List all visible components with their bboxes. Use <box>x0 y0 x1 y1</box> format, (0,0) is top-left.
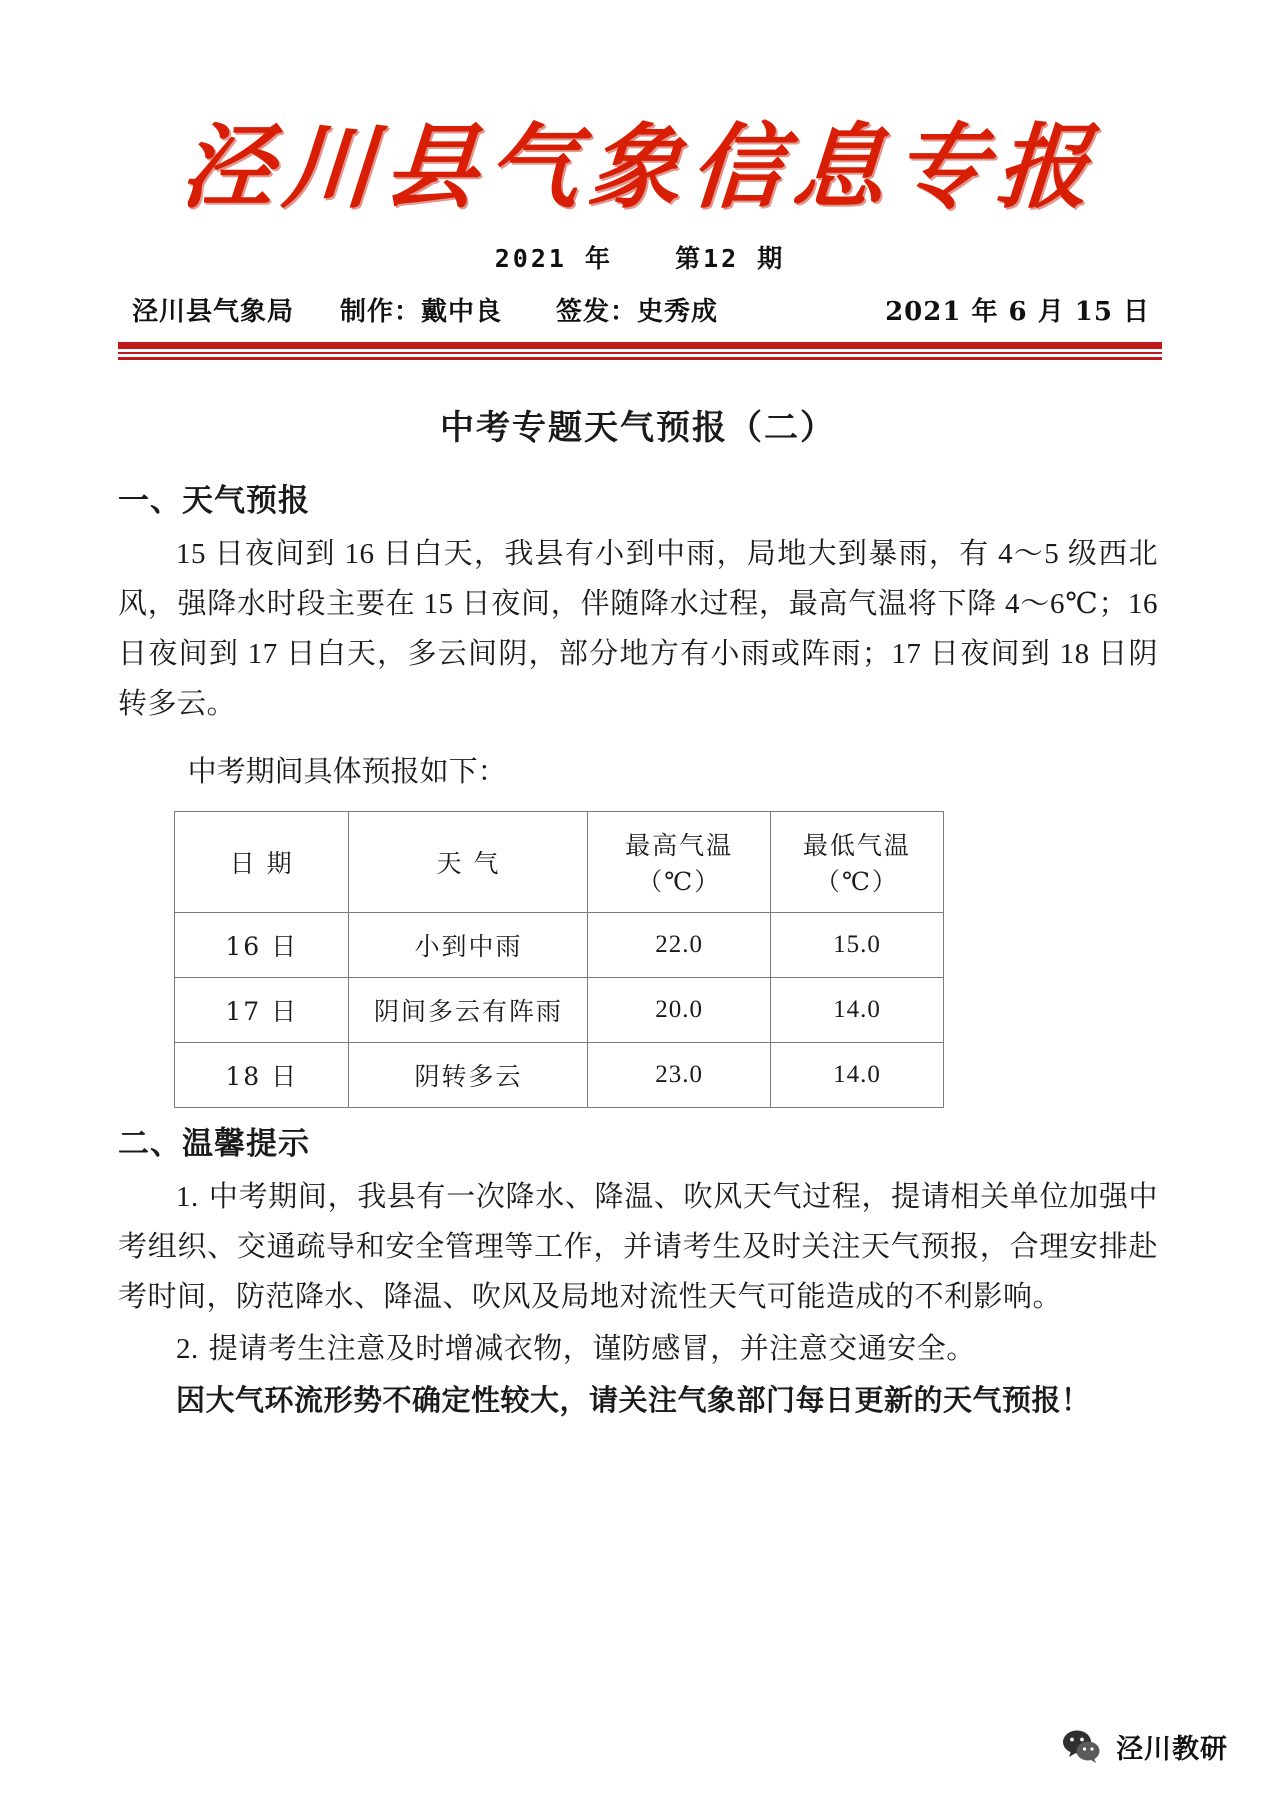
wechat-icon <box>1058 1723 1104 1769</box>
header-weather: 天 气 <box>349 812 588 913</box>
header-date: 日 期 <box>175 812 349 913</box>
issue-year: 2021 年 <box>494 244 613 274</box>
forecast-paragraph: 15 日夜间到 16 日白天，我县有小到中雨，局地大到暴雨，有 4～5 级西北风，强降水时段主要在 15 日夜间，伴随降水过程，最高气温将下降 4～6℃；16 日夜间到 17 日白天，多云间阴，部分地方有小雨或阵雨；17 日夜间到 18 日阴转多云。 <box>118 538 1158 720</box>
byline-signer: 签发：史秀成 <box>556 297 719 328</box>
cell-high-temp: 22.0 <box>588 913 770 978</box>
divider-thick-line <box>118 342 1162 349</box>
cell-low-temp: 15.0 <box>770 913 943 978</box>
tip-item-2 <box>118 1325 1158 1375</box>
cell-high-temp: 20.0 <box>588 978 770 1043</box>
forecast-table <box>174 811 944 1108</box>
issue-number: 第12 期 <box>675 244 786 274</box>
closing-note: 因大气环流形势不确定性较大，请关注气象部门每日更新的天气预报！ <box>176 1384 1091 1417</box>
byline <box>0 291 1280 328</box>
table-row <box>175 913 944 978</box>
footer-watermark-label: 泾川教研 <box>1116 1733 1228 1765</box>
issue-line <box>0 239 1280 275</box>
cell-date: 16 日 <box>175 913 349 978</box>
table-lead-in: 中考期间具体预报如下： <box>187 755 507 788</box>
tip-item-1-text: 中考期间，我县有一次降水、降温、吹风天气过程，提请相关单位加强中考组织、交通疏导和安全管理等工作，并请考生及时关注天气预报，合理安排赴考时间，防范降水、降温、吹风及局地对流性天气可能造成的不利影响。 <box>118 1181 1158 1313</box>
table-row <box>175 978 944 1043</box>
cell-date: 18 日 <box>175 1043 349 1108</box>
masthead-title: 泾川县气象信息专报 <box>177 113 1103 221</box>
section-heading-tips: 二、温馨提示 <box>118 1126 310 1163</box>
cell-weather: 阴间多云有阵雨 <box>349 978 588 1043</box>
cell-date: 17 日 <box>175 978 349 1043</box>
cell-low-temp: 14.0 <box>770 1043 943 1108</box>
cell-weather: 阴转多云 <box>349 1043 588 1108</box>
masthead <box>0 0 1280 275</box>
byline-maker: 制作：戴中良 <box>340 297 503 328</box>
divider-thin-line-1 <box>118 352 1162 354</box>
section-heading-forecast: 一、天气预报 <box>118 483 310 520</box>
tip-item-2-text: 提请考生注意及时增减衣物，谨防感冒，并注意交通安全。 <box>208 1332 976 1365</box>
header-low-temp: 最低气温（℃） <box>770 812 943 913</box>
document-title: 中考专题天气预报（二） <box>440 408 836 449</box>
table-header-row <box>175 812 944 913</box>
byline-organization: 泾川县气象局 <box>132 297 295 328</box>
red-divider <box>118 342 1162 360</box>
tip-item-2-number: 2. <box>176 1332 199 1365</box>
cell-weather: 小到中雨 <box>349 913 588 978</box>
cell-low-temp: 14.0 <box>770 978 943 1043</box>
document-body <box>0 400 1280 1426</box>
divider-thin-line-2 <box>118 357 1162 360</box>
tip-item-1-number: 1. <box>176 1181 199 1214</box>
footer-watermark <box>1058 1723 1228 1769</box>
header-high-temp: 最高气温（℃） <box>588 812 770 913</box>
table-row <box>175 1043 944 1108</box>
cell-high-temp: 23.0 <box>588 1043 770 1108</box>
byline-date: 2021 年 6 月 15 日 <box>885 297 1150 328</box>
tip-item-1 <box>118 1173 1158 1323</box>
